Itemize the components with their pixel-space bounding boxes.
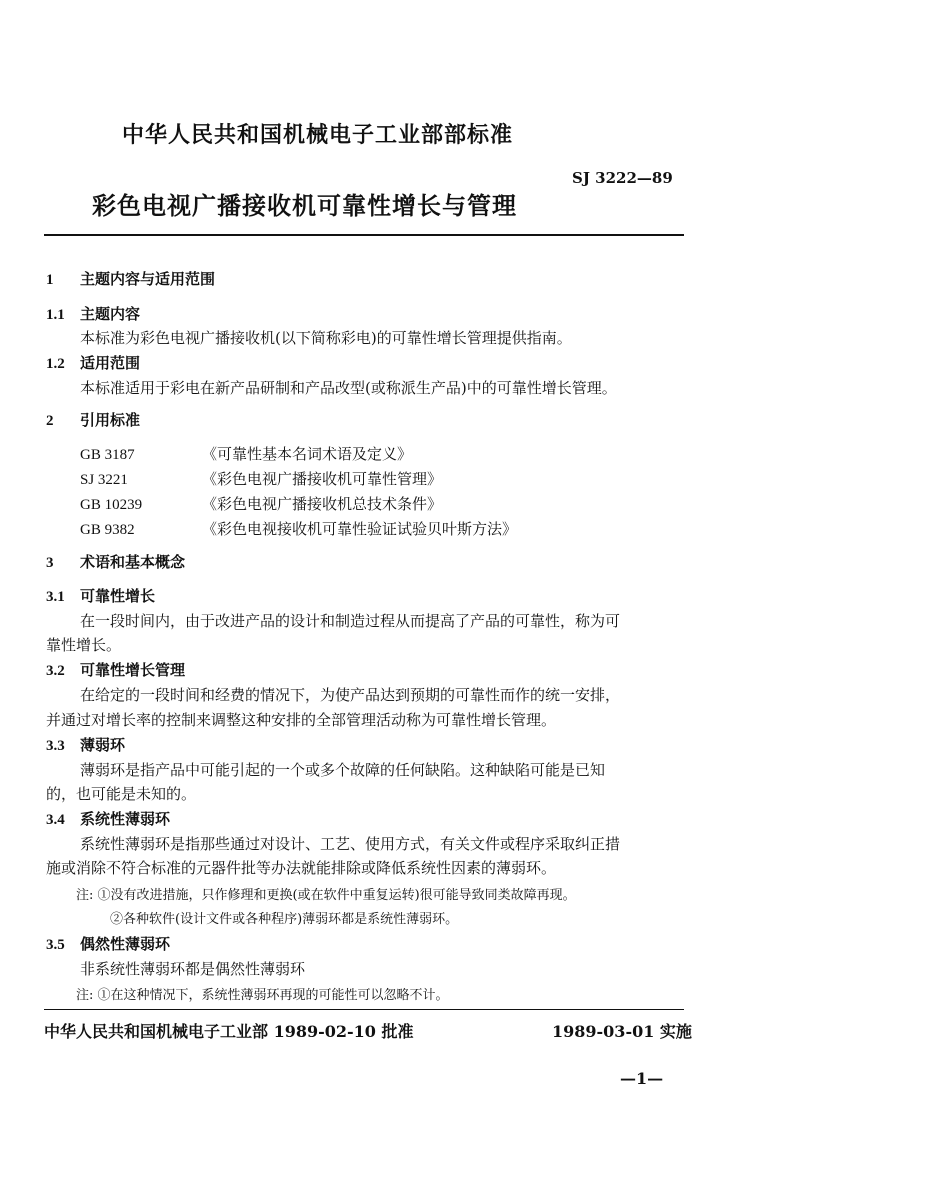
reference-item: SJ 3221 《彩色电视广播接收机可靠性管理》: [80, 470, 443, 488]
section-3-heading: 3 术语和基本概念: [46, 553, 186, 571]
approval-line: 中华人民共和国机械电子工业部 1989-02-10 批准: [44, 1022, 414, 1041]
section-3-2-body-line: 并通过对增长率的控制来调整这种安排的全部管理活动称为可靠性增长管理。: [46, 711, 557, 729]
section-3-4-note: ②各种软件(设计文件或各种程序)薄弱环都是系统性薄弱环。: [110, 912, 459, 927]
reference-item: GB 3187 《可靠性基本名词术语及定义》: [80, 445, 413, 463]
section-3-5-heading: 3.5 偶然性薄弱环: [46, 935, 171, 953]
section-1-1-body: 本标准为彩色电视广播接收机(以下简称彩电)的可靠性增长管理提供指南。: [80, 329, 572, 347]
section-3-3-heading: 3.3 薄弱环: [46, 736, 126, 754]
section-1-heading: 1 主题内容与适用范围: [46, 270, 216, 288]
document-title: 彩色电视广播接收机可靠性增长与管理: [92, 192, 517, 220]
section-1-2-body: 本标准适用于彩电在新产品研制和产品改型(或称派生产品)中的可靠性增长管理。: [80, 379, 617, 397]
section-3-1-heading: 3.1 可靠性增长: [46, 587, 156, 605]
section-3-2-heading: 3.2 可靠性增长管理: [46, 661, 186, 679]
header-divider: [44, 234, 684, 236]
section-3-4-body-line: 施或消除不符合标准的元器件批等办法就能排除或降低系统性因素的薄弱环。: [46, 859, 557, 877]
effective-date: 1989-03-01 实施: [552, 1022, 692, 1041]
section-3-3-body-line: 的，也可能是未知的。: [46, 785, 197, 803]
reference-item: GB 10239 《彩色电视广播接收机总技术条件》: [80, 495, 443, 513]
section-3-5-note: 注: ①在这种情况下，系统性薄弱环再现的可能性可以忽略不计。: [76, 988, 449, 1003]
page-number: —1—: [620, 1069, 664, 1088]
section-3-4-body-line: 系统性薄弱环是指那些通过对设计、工艺、使用方式，有关文件或程序采取纠正措: [80, 835, 621, 853]
footer-divider: [44, 1009, 684, 1010]
section-3-1-body-line: 靠性增长。: [46, 636, 122, 654]
section-3-3-body-line: 薄弱环是指产品中可能引起的一个或多个故障的任何缺陷。这种缺陷可能是已知: [80, 761, 606, 779]
section-3-1-body-line: 在一段时间内，由于改进产品的设计和制造过程从而提高了产品的可靠性，称为可: [80, 612, 621, 630]
section-3-2-body-line: 在给定的一段时间和经费的情况下，为使产品达到预期的可靠性而作的统一安排，: [80, 686, 621, 704]
reference-item: GB 9382 《彩色电视接收机可靠性验证试验贝叶斯方法》: [80, 520, 518, 538]
section-3-4-note: 注: ①没有改进措施，只作修理和更换(或在软件中重复运转)很可能导致同类故障再现。: [76, 888, 576, 903]
section-1-1-heading: 1.1 主题内容: [46, 305, 141, 323]
standard-code: SJ 3222—89: [572, 169, 673, 187]
section-1-2-heading: 1.2 适用范围: [46, 354, 141, 372]
section-3-5-body: 非系统性薄弱环都是偶然性薄弱环: [80, 960, 306, 978]
issuer-heading: 中华人民共和国机械电子工业部部标准: [122, 123, 514, 148]
section-3-4-heading: 3.4 系统性薄弱环: [46, 810, 171, 828]
section-2-heading: 2 引用标准: [46, 411, 141, 429]
